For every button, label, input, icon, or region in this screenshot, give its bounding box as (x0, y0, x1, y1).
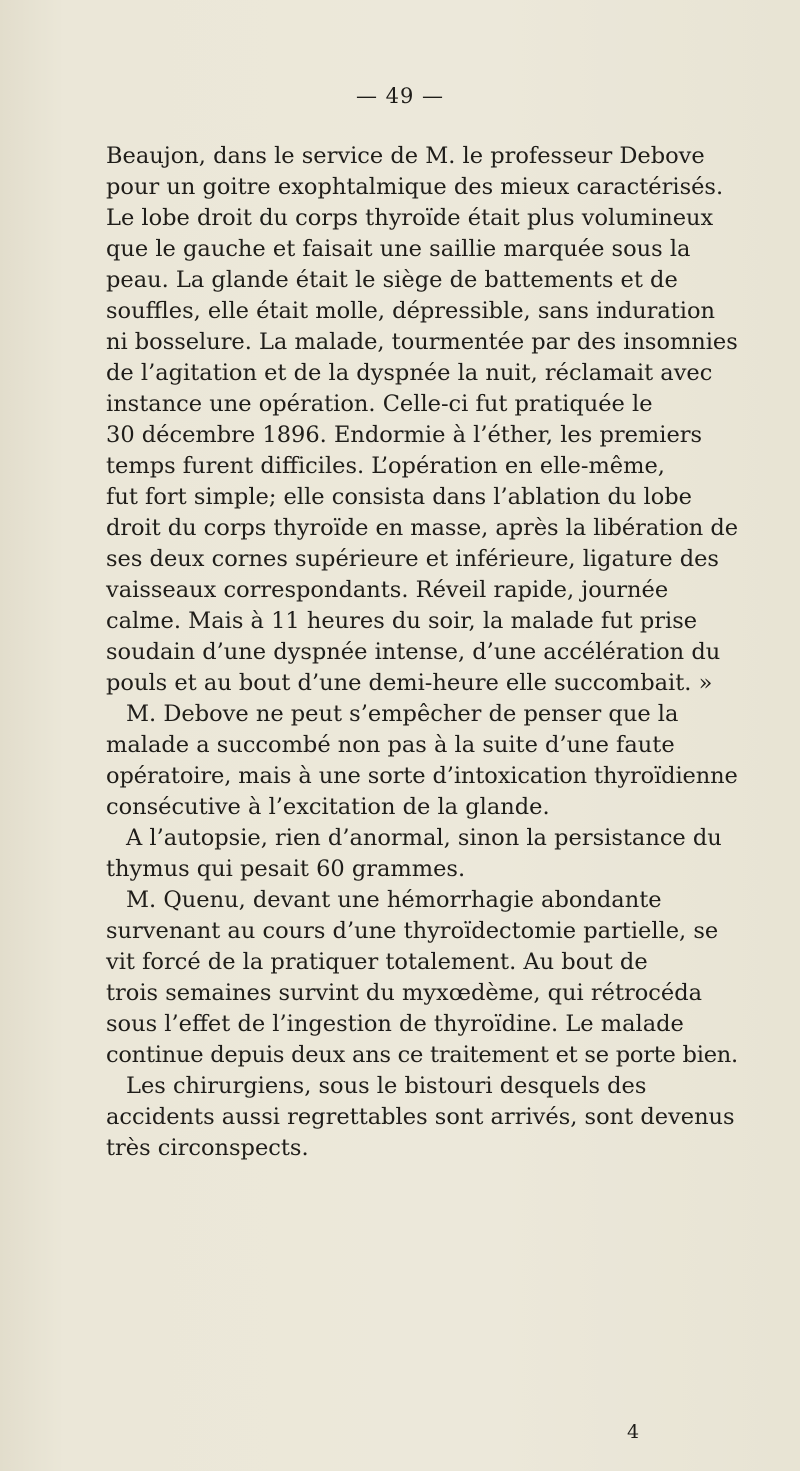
text-line: Beaujon, dans le service de M. le professeur Debove (106, 143, 705, 169)
text-line: pour un goitre exophtalmique des mieux caractérisés. (106, 174, 724, 200)
text-line: pouls et au bout d’une demi-heure elle succombait. » (106, 670, 713, 696)
text-line: malade a succombé non pas à la suite d’une faute (106, 732, 675, 758)
text-line: que le gauche et faisait une saillie marquée sous la (106, 236, 691, 262)
text-line: A l’autopsie, rien d’anormal, sinon la persistance du (126, 825, 722, 851)
text-line: ni bosselure. La malade, tourmentée par des insomnies (106, 329, 738, 355)
text-line: M. Quenu, devant une hémorrhagie abondante (126, 887, 662, 913)
text-line: ses deux cornes supérieure et inférieure, ligature des (106, 546, 719, 572)
text-line: instance une opération. Celle-ci fut pratiquée le (106, 391, 653, 417)
text-line: fut fort simple; elle consista dans l’ablation du lobe (106, 484, 692, 510)
text-line: vaisseaux correspondants. Réveil rapide, journée (106, 577, 669, 603)
text-line: sous l’effet de l’ingestion de thyroïdine. Le malade (106, 1011, 684, 1037)
text-line: calme. Mais à 11 heures du soir, la malade fut prise (106, 608, 698, 634)
text-line: 30 décembre 1896. Endormie à l’éther, les premiers (106, 422, 703, 448)
text-line: droit du corps thyroïde en masse, après la libération de (106, 515, 738, 541)
text-line: Les chirurgiens, sous le bistouri desquels des (126, 1073, 647, 1099)
text-line: vit forcé de la pratiquer totalement. Au bout de (106, 949, 648, 975)
text-line: thymus qui pesait 60 grammes. (106, 856, 466, 882)
text-line: consécutive à l’excitation de la glande. (106, 794, 550, 820)
text-line: souffles, elle était molle, dépressible, sans induration (106, 298, 716, 324)
text-line: Le lobe droit du corps thyroïde était plus volumineux (106, 205, 714, 231)
signature-mark: 4 (627, 1421, 640, 1443)
text-line: temps furent difficiles. L’opération en elle-même, (106, 453, 665, 479)
text-line: accidents aussi regrettables sont arrivés, sont devenus (106, 1104, 735, 1130)
text-line: opératoire, mais à une sorte d’intoxication thyroïdienne (106, 763, 738, 789)
text-line: continue depuis deux ans ce traitement et se porte bien. (106, 1042, 738, 1068)
text-line: survenant au cours d’une thyroïdectomie partielle, se (106, 918, 719, 944)
text-line: peau. La glande était le siège de battements et de (106, 267, 678, 293)
text-line: très circonspects. (106, 1135, 309, 1161)
text-line: de l’agitation et de la dyspnée la nuit, réclamait avec (106, 360, 713, 386)
page-number: — 49 — (355, 84, 445, 108)
text-line: soudain d’une dyspnée intense, d’une accélération du (106, 639, 721, 665)
text-line: M. Debove ne peut s’empêcher de penser que la (126, 701, 679, 727)
text-line: trois semaines survint du myxœdème, qui rétrocéda (106, 980, 703, 1006)
